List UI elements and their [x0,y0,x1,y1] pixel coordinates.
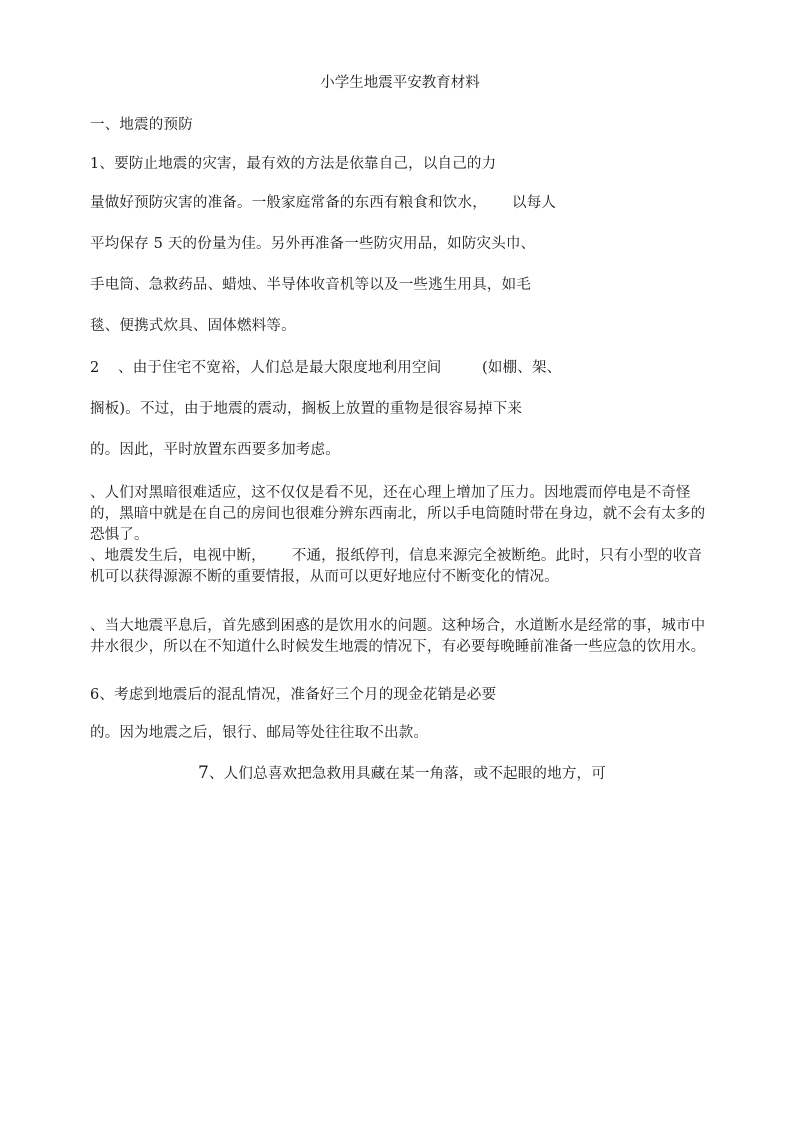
paragraph-4 [90,546,715,588]
paragraph-6-line-2: 的。因为地震之后，银行、邮局等处往往取不出款。 [90,725,429,741]
paragraph-4-text-a: 、地震发生后，电视中断， [90,548,266,564]
paragraph-4-text-b: 不通，报纸停刊，信息来源完全被断绝。此时，只有小型的收音机可以获得源源不断的重要情报，从而可以更好地应付不断变化的情况。 [90,548,703,585]
paragraph-2-line-1b: (如棚、架、 [482,360,562,376]
paragraph-5-text: 、当大地震平息后，首先感到困惑的是饮用水的问题。这种场合，水道断水是经常的事，城市中井水很少，所以在不知道什么时候发生地震的情况下，有必要每晚睡前准备一些应急的饮用水。 [90,618,706,655]
paragraph-1-line-2b: 以每人 [512,195,557,211]
section-heading: 一、地震的预防 [90,117,193,133]
paragraph-7 [198,764,606,783]
paragraph-3 [90,483,715,546]
paragraph-7-number: 7 [198,763,210,783]
paragraph-1-line-2a: 量做好预防灾害的准备。一般家庭常备的东西有粮食和饮水， [90,195,487,211]
paragraph-1-line-1: 1、要防止地震的灾害，最有效的方法是依靠自己，以自己的力 [90,156,497,172]
paragraph-2-line-3: 的。因此，平时放置东西要多加考虑。 [90,442,340,458]
paragraph-6-line-1: 6、考虑到地震后的混乱情况，准备好三个月的现金花销是必要 [90,687,497,703]
paragraph-2-line-1a: 、由于住宅不宽裕，人们总是最大限度地利用空间 [118,360,442,376]
paragraph-2-number: 2 [90,360,100,376]
page-title: 小学生地震平安教育材料 [320,75,480,91]
paragraph-1-line-3: 平均保存 5 天的份量为佳。另外再准备一些防灾用品，如防灾头巾、 [90,236,536,252]
paragraph-3-text: 、人们对黑暗很难适应，这不仅仅是看不见，还在心理上增加了压力。因地震而停电是不奇怪的，黑暗中就是在自己的房间也很难分辨东西南北，所以手电筒随时带在身边，就不会有太多的恐惧了。 [90,485,706,543]
paragraph-7-text: 、人们总喜欢把急救用具藏在某一角落，或不起眼的地方，可 [209,766,606,782]
paragraph-1-line-5: 毯、便携式炊具、固体燃料等。 [90,318,296,334]
paragraph-1-line-4: 手电筒、急救药品、蜡烛、半导体收音机等以及一些逃生用具，如毛 [90,277,531,293]
paragraph-2-line-2: 搁板)。不过，由于地震的震动，搁板上放置的重物是很容易掉下来 [90,401,523,417]
paragraph-5 [90,616,715,658]
